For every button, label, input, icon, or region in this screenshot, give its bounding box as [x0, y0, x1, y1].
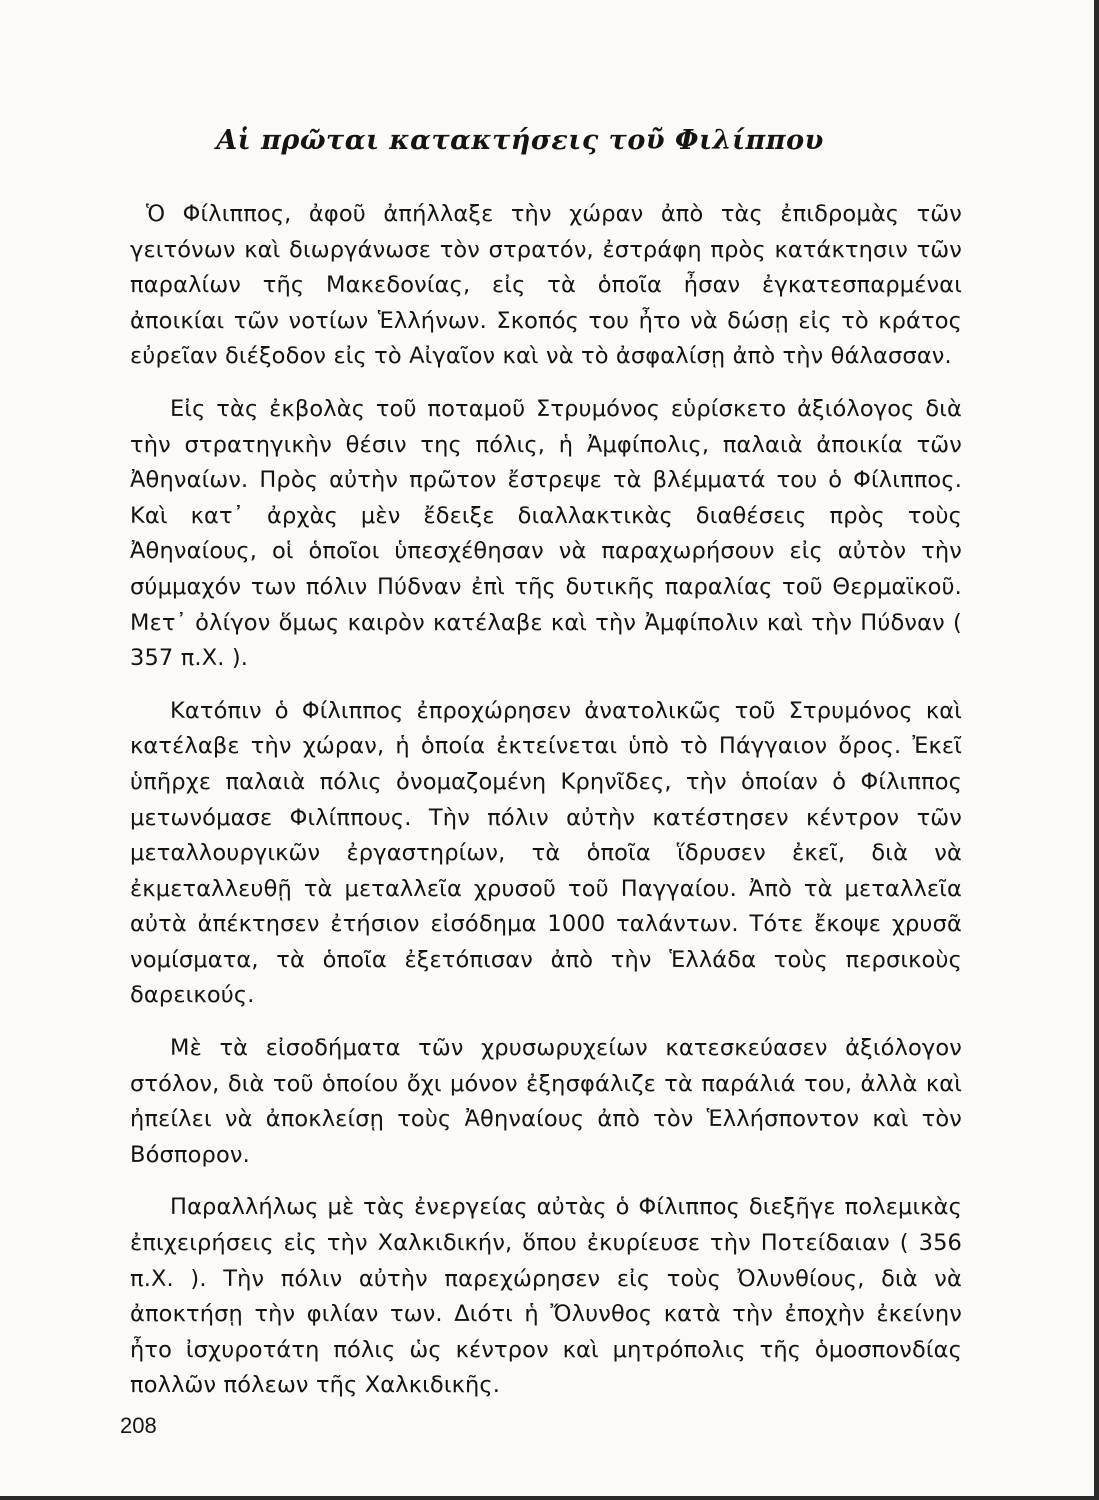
page-number: 208 [120, 1413, 157, 1438]
paragraph: Κατόπιν ὁ Φίλιππος ἐπροχώρησεν ἀνατολικῶς τοῦ Στρυμόνος καὶ κατέλαβε τὴν χώραν, ἡ ὁποία ἐκτείνεται ὑπὸ τὸ Πάγγαιον ὄρος. Ἐκεῖ ὑπῆρχε παλαιὰ πόλις ὀνομαζομένη Κρηνῖδες, τὴν ὁποίαν ὁ Φίλιππος μετωνόμασε Φιλίππους. Τὴν πόλιν αὐτὴν κατέστησεν κέντρον τῶν μεταλλουργικῶν ἐργαστηρίων, τὰ ὁποῖα ἵδρυσεν ἐκεῖ, διὰ νὰ ἐκμεταλλευθῇ τὰ μεταλλεῖα χρυσοῦ τοῦ Παγγαίου. Ἀπὸ τὰ μεταλλεῖα αὐτὰ ἀπέκτησεν ἐτήσιον εἰσόδημα 1000 ταλάντων. Τότε ἔκοψε χρυσᾶ νομίσματα, τὰ ὁποῖα ἐξετόπισαν ἀπὸ τὴν Ἑλλάδα τοὺς περσικοὺς δαρεικούς. [130, 697, 962, 1009]
paragraph: Παραλλήλως μὲ τὰς ἐνεργείας αὐτὰς ὁ Φίλιππος διεξῆγε πολεμικὰς ἐπιχειρήσεις εἰς τὴν Χαλκιδικήν, ὅπου ἐκυρίευσε τὴν Ποτείδαιαν ( 356 π.Χ. ). Τὴν πόλιν αὐτὴν παρεχώρησεν εἰς τοὺς Ὀλυνθίους, διὰ νὰ ἀποκτήσῃ τὴν φιλίαν των. Διότι ἡ Ὄλυνθος κατὰ τὴν ἐποχὴν ἐκείνην ἦτο ἰσχυροτάτη πόλις ὡς κέντρον καὶ μητρόπολις τῆς ὁμοσπονδίας πολλῶν πόλεων τῆς Χαλκιδικῆς. [130, 1194, 962, 1399]
paragraph: Μὲ τὰ εἰσοδήματα τῶν χρυσωρυχείων κατεσκεύασεν ἀξιόλογον στόλον, διὰ τοῦ ὁποίου ὄχι μόνον ἐξησφάλιζε τὰ παράλιά του, ἀλλὰ καὶ ἠπείλει νὰ ἀποκλείσῃ τοὺς Ἀθηναίους ἀπὸ τὸν Ἑλλήσποντον καὶ τὸν Βόσπορον. [130, 1035, 962, 1168]
chapter-title: Αἱ πρῶται κατακτήσεις τοῦ Φιλίππου [216, 125, 824, 156]
body-text [130, 197, 962, 1421]
paragraph: Εἰς τὰς ἐκβολὰς τοῦ ποταμοῦ Στρυμόνος εὑρίσκετο ἀξιόλογος διὰ τὴν στρατηγικὴν θέσιν της πόλις, ἡ Ἀμφίπολις, παλαιὰ ἀποικία τῶν Ἀθηναίων. Πρὸς αὐτὴν πρῶτον ἔστρεψε τὰ βλέμματά του ὁ Φίλιππος. Καὶ κατ᾽ ἀρχὰς μὲν ἔδειξε διαλλακτικὰς διαθέσεις πρὸς τοὺς Ἀθηναίους, οἱ ὁποῖοι ὑπεσχέθησαν νὰ παραχωρήσουν εἰς αὐτὸν τὴν σύμμαχόν των πόλιν Πύδναν ἐπὶ τῆς δυτικῆς παραλίας τοῦ Θερμαϊκοῦ. Μετ᾽ ὀλίγον ὅμως καιρὸν κατέλαβε καὶ τὴν Ἀμφίπολιν καὶ τὴν Πύδναν ( 357 π.Χ. ). [130, 395, 962, 672]
paragraph: Ὁ Φίλιππος, ἀφοῦ ἀπήλλαξε τὴν χώραν ἀπὸ τὰς ἐπιδρομὰς τῶν γειτόνων καὶ διωργάνωσε τὸν στρατόν, ἐστράφη πρὸς κατάκτησιν τῶν παραλίων τῆς Μακεδονίας, εἰς τὰ ὁποῖα ἦσαν ἐγκατεσπαρμέναι ἀποικίαι τῶν νοτίων Ἑλλήνων. Σκοπός του ἦτο νὰ δώσῃ εἰς τὸ κράτος εὐρεῖαν διέξοδον εἰς τὸ Αἰγαῖον καὶ νὰ τὸ ἀσφαλίσῃ ἀπὸ τὴν θάλασσαν. [130, 201, 962, 370]
